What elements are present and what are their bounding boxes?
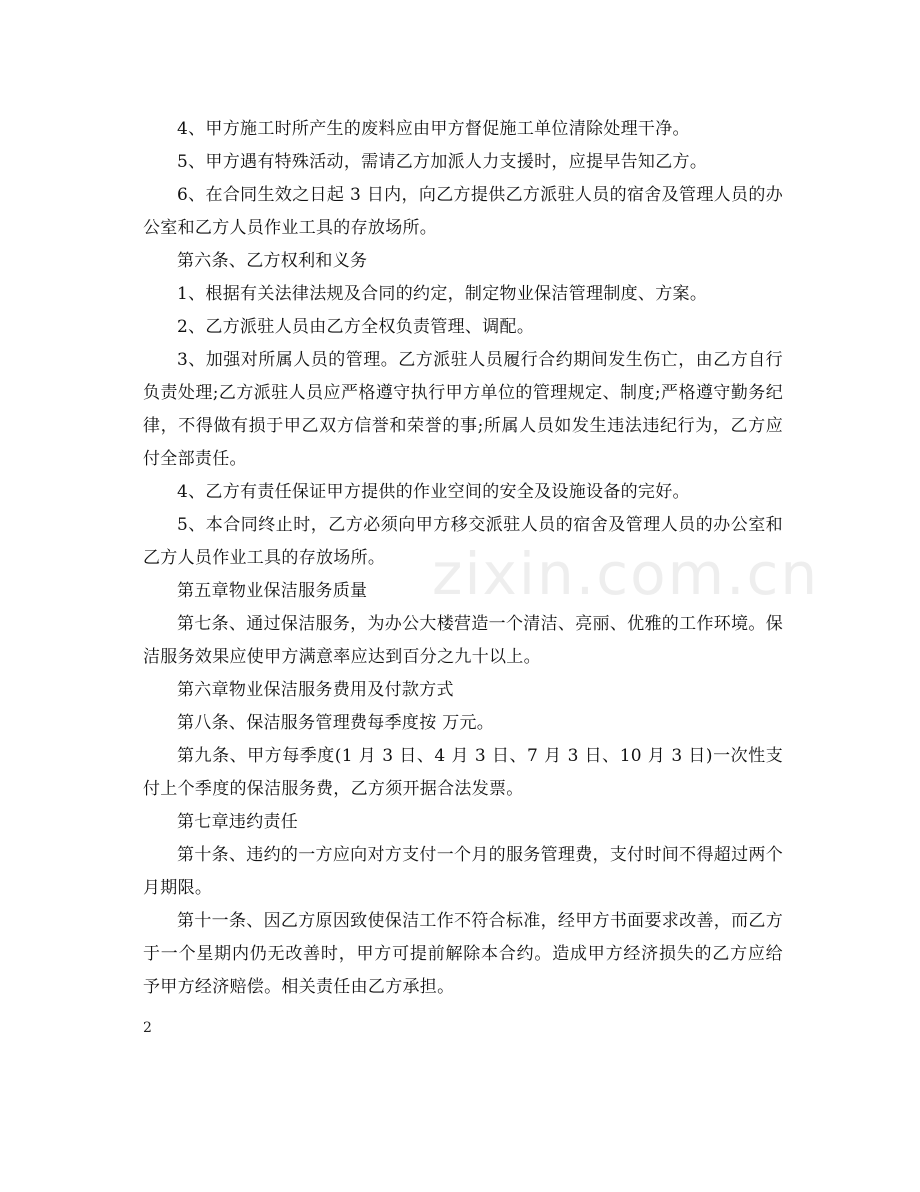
- paragraph: 3、加强对所属人员的管理。乙方派驻人员履行合约期间发生伤亡，由乙方自行负责处理;乙方派驻人员应严格遵守执行甲方单位的管理规定、制度;严格遵守勤务纪律，不得做有损于甲乙双方信誉和荣誉的事;所属人员如发生违法违纪行为，乙方应付全部责任。: [143, 350, 783, 469]
- document-body: [143, 113, 783, 1004]
- chapter-heading: 第五章物业保洁服务质量: [177, 581, 368, 601]
- paragraph: 6、在合同生效之日起 3 日内，向乙方提供乙方派驻人员的宿舍及管理人员的办公室和乙方人员作业工具的存放场所。: [143, 185, 783, 238]
- chapter-heading: 第六章物业保洁服务费用及付款方式: [177, 680, 454, 700]
- paragraph: 5、本合同终止时，乙方必须向甲方移交派驻人员的宿舍及管理人员的办公室和乙方人员作业工具的存放场所。: [143, 515, 783, 568]
- watermark: zixin.com.cn: [432, 540, 820, 608]
- paragraph: 1、根据有关法律法规及合同的约定，制定物业保洁管理制度、方案。: [177, 284, 708, 304]
- paragraph: 2、乙方派驻人员由乙方全权负责管理、调配。: [177, 317, 535, 337]
- paragraph: 4、甲方施工时所产生的废料应由甲方督促施工单位清除处理干净。: [177, 119, 690, 139]
- paragraph: 4、乙方有责任保证甲方提供的作业空间的安全及设施设备的完好。: [177, 482, 690, 502]
- paragraph: 第十条、违约的一方应向对方支付一个月的服务管理费，支付时间不得超过两个月期限。: [143, 845, 783, 898]
- paragraph: 第七条、通过保洁服务，为办公大楼营造一个清洁、亮丽、优雅的工作环境。保洁服务效果应使甲方满意率应达到百分之九十以上。: [143, 614, 783, 667]
- chapter-heading: 第七章违约责任: [177, 812, 299, 832]
- paragraph: 第九条、甲方每季度(1 月 3 日、4 月 3 日、7 月 3 日、10 月 3 日)一次性支付上个季度的保洁服务费，乙方须开据合法发票。: [143, 746, 783, 799]
- page-number: 2: [143, 1020, 152, 1036]
- paragraph: 5、甲方遇有特殊活动，需请乙方加派人力支援时，应提早告知乙方。: [177, 152, 708, 172]
- section-heading: 第六条、乙方权利和义务: [177, 251, 368, 271]
- paragraph: 第八条、保洁服务管理费每季度按 万元。: [177, 713, 495, 733]
- paragraph: 第十一条、因乙方原因致使保洁工作不符合标准，经甲方书面要求改善，而乙方于一个星期内仍无改善时，甲方可提前解除本合约。造成甲方经济损失的乙方应给予甲方经济赔偿。相关责任由乙方承担。: [143, 911, 783, 997]
